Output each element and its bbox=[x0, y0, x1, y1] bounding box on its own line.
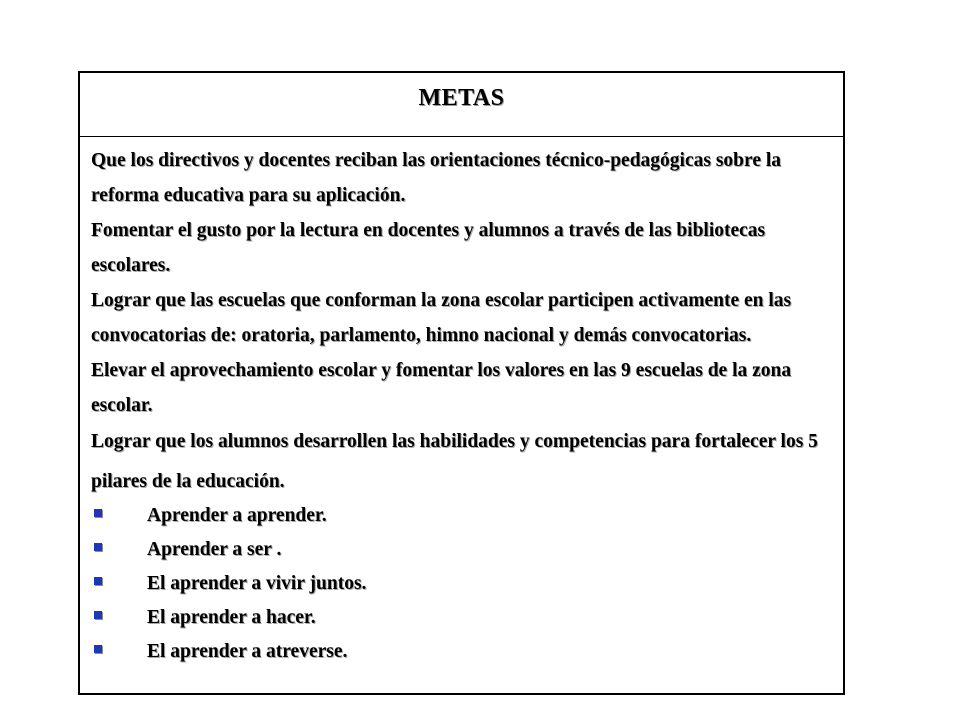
pillar-label: Aprender a aprender. bbox=[147, 505, 327, 526]
goal-item: Elevar el aprovechamiento escolar y fomentar los valores en las 9 escuelas de la zona escolar. bbox=[91, 360, 792, 416]
goals-table bbox=[78, 71, 845, 695]
goal-item: Lograr que los alumnos desarrollen las habilidades y competencias para fortalecer los 5 pilares de la educación. bbox=[91, 431, 818, 492]
square-bullet-icon bbox=[94, 645, 102, 653]
pillar-label: El aprender a atreverse. bbox=[147, 641, 348, 662]
square-bullet-icon bbox=[94, 577, 102, 585]
goal-item: Fomentar el gusto por la lectura en docentes y alumnos a través de las bibliotecas escolares. bbox=[91, 220, 766, 276]
pillar-label: El aprender a hacer. bbox=[147, 607, 316, 628]
table-header bbox=[80, 73, 843, 137]
pillar-label: Aprender a ser . bbox=[147, 539, 282, 560]
goal-item: Lograr que las escuelas que conforman la zona escolar participen activamente en las convocatorias de: oratoria, parlamento, himno nacional y demás convocatorias. bbox=[91, 290, 792, 346]
pillars-list bbox=[91, 499, 833, 669]
pillar-item bbox=[91, 601, 833, 635]
pillar-item bbox=[91, 533, 833, 567]
pillar-item bbox=[91, 635, 833, 669]
pillar-label: El aprender a vivir juntos. bbox=[147, 573, 367, 594]
table-body bbox=[80, 137, 843, 669]
pillar-item bbox=[91, 499, 833, 533]
table-title: METAS bbox=[418, 85, 505, 111]
square-bullet-icon bbox=[94, 543, 102, 551]
square-bullet-icon bbox=[94, 509, 102, 517]
square-bullet-icon bbox=[94, 611, 102, 619]
goal-item: Que los directivos y docentes reciban las orientaciones técnico-pedagógicas sobre la reforma educativa para su aplicación. bbox=[91, 150, 782, 206]
pillar-item bbox=[91, 567, 833, 601]
